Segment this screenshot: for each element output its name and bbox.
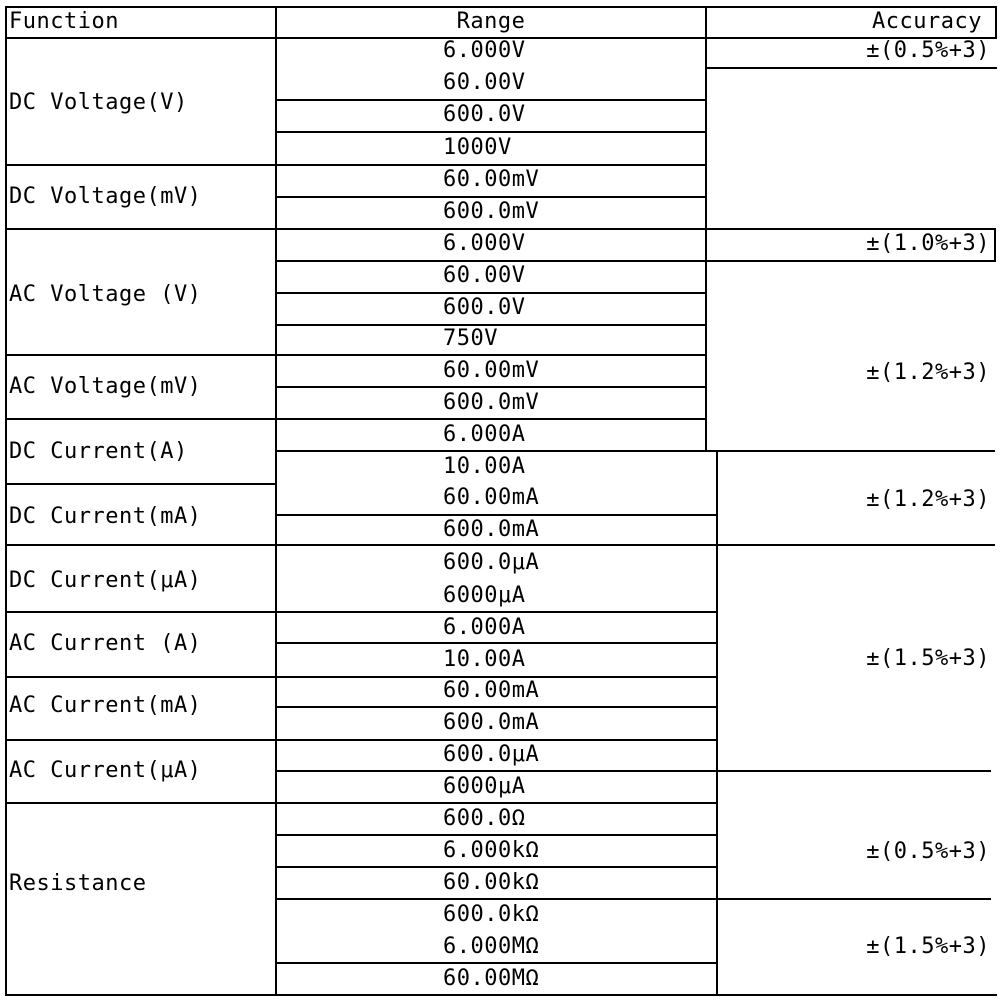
function-resistance: Resistance bbox=[9, 871, 147, 896]
row-rule bbox=[5, 354, 705, 356]
function-ac-voltage-mv: AC Voltage(mV) bbox=[9, 374, 202, 399]
accuracy-cell: ±(1.0%+3) bbox=[866, 231, 990, 256]
accuracy-cell: ±(0.5%+3) bbox=[866, 839, 990, 864]
range-cell: 60.00V bbox=[443, 263, 526, 288]
range-cell: 6.000V bbox=[443, 231, 526, 256]
header-accuracy: Accuracy bbox=[872, 9, 982, 34]
function-ac-current-ua: AC Current(μA) bbox=[9, 758, 202, 783]
accuracy-cell: ±(1.5%+3) bbox=[866, 646, 990, 671]
range-cell: 600.0V bbox=[443, 295, 526, 320]
range-cell: 600.0mV bbox=[443, 199, 540, 224]
column-divider bbox=[716, 452, 718, 996]
function-ac-current-a: AC Current (A) bbox=[9, 631, 202, 656]
range-cell: 6000μA bbox=[443, 774, 526, 799]
row-rule bbox=[5, 802, 716, 804]
table-border-right bbox=[994, 228, 996, 262]
row-rule bbox=[275, 386, 705, 388]
row-rule bbox=[275, 131, 705, 133]
range-cell: 600.0mA bbox=[443, 710, 540, 735]
row-rule bbox=[275, 450, 995, 452]
row-rule bbox=[275, 898, 991, 900]
function-dc-current-ua: DC Current(μA) bbox=[9, 568, 202, 593]
range-cell: 60.00V bbox=[443, 70, 526, 95]
range-cell: 600.0μA bbox=[443, 742, 540, 767]
column-divider bbox=[275, 6, 277, 996]
row-rule bbox=[5, 418, 705, 420]
row-rule bbox=[275, 260, 996, 262]
function-ac-current-ma: AC Current(mA) bbox=[9, 693, 202, 718]
row-rule bbox=[5, 611, 716, 613]
range-cell: 6.000A bbox=[443, 615, 526, 640]
range-cell: 600.0mA bbox=[443, 517, 540, 542]
range-cell: 60.00kΩ bbox=[443, 870, 540, 895]
range-cell: 6.000kΩ bbox=[443, 838, 540, 863]
accuracy-cell: ±(0.5%+3) bbox=[866, 38, 990, 63]
header-range: Range bbox=[456, 9, 526, 34]
range-cell: 60.00MΩ bbox=[443, 966, 540, 991]
range-cell: 750V bbox=[443, 326, 498, 351]
row-rule bbox=[5, 164, 705, 166]
range-cell: 6000μA bbox=[443, 583, 526, 608]
row-rule bbox=[5, 676, 716, 678]
range-cell: 60.00mA bbox=[443, 485, 540, 510]
function-dc-current-ma: DC Current(mA) bbox=[9, 504, 202, 529]
row-rule bbox=[275, 642, 716, 644]
range-cell: 60.00mV bbox=[443, 358, 540, 383]
range-cell: 600.0mV bbox=[443, 390, 540, 415]
row-rule bbox=[275, 770, 991, 772]
range-cell: 60.00mA bbox=[443, 678, 540, 703]
function-ac-voltage-v: AC Voltage (V) bbox=[9, 282, 202, 307]
range-cell: 1000V bbox=[443, 135, 512, 160]
range-cell: 10.00A bbox=[443, 454, 526, 479]
range-cell: 6.000MΩ bbox=[443, 934, 540, 959]
row-rule bbox=[705, 67, 997, 69]
row-rule bbox=[5, 483, 275, 485]
table-border-bottom bbox=[5, 994, 997, 996]
range-cell: 600.0V bbox=[443, 102, 526, 127]
row-rule bbox=[275, 962, 716, 964]
accuracy-cell: ±(1.2%+3) bbox=[866, 360, 990, 385]
header-function: Function bbox=[9, 9, 119, 34]
range-cell: 600.0kΩ bbox=[443, 902, 540, 927]
range-cell: 6.000V bbox=[443, 38, 526, 63]
accuracy-cell: ±(1.5%+3) bbox=[866, 934, 990, 959]
row-rule bbox=[275, 706, 716, 708]
function-dc-voltage-v: DC Voltage(V) bbox=[9, 90, 188, 115]
function-dc-current-a: DC Current(A) bbox=[9, 439, 188, 464]
row-rule bbox=[275, 834, 716, 836]
accuracy-cell: ±(1.2%+3) bbox=[866, 487, 990, 512]
table-border-left bbox=[5, 6, 7, 996]
table-border-right bbox=[995, 6, 997, 38]
row-rule bbox=[275, 866, 716, 868]
row-rule bbox=[5, 739, 716, 741]
range-cell: 10.00A bbox=[443, 647, 526, 672]
range-cell: 600.0Ω bbox=[443, 806, 526, 831]
range-cell: 600.0μA bbox=[443, 550, 540, 575]
row-rule bbox=[5, 544, 995, 546]
range-cell: 6.000A bbox=[443, 422, 526, 447]
function-dc-voltage-mv: DC Voltage(mV) bbox=[9, 184, 202, 209]
range-cell: 60.00mV bbox=[443, 167, 540, 192]
